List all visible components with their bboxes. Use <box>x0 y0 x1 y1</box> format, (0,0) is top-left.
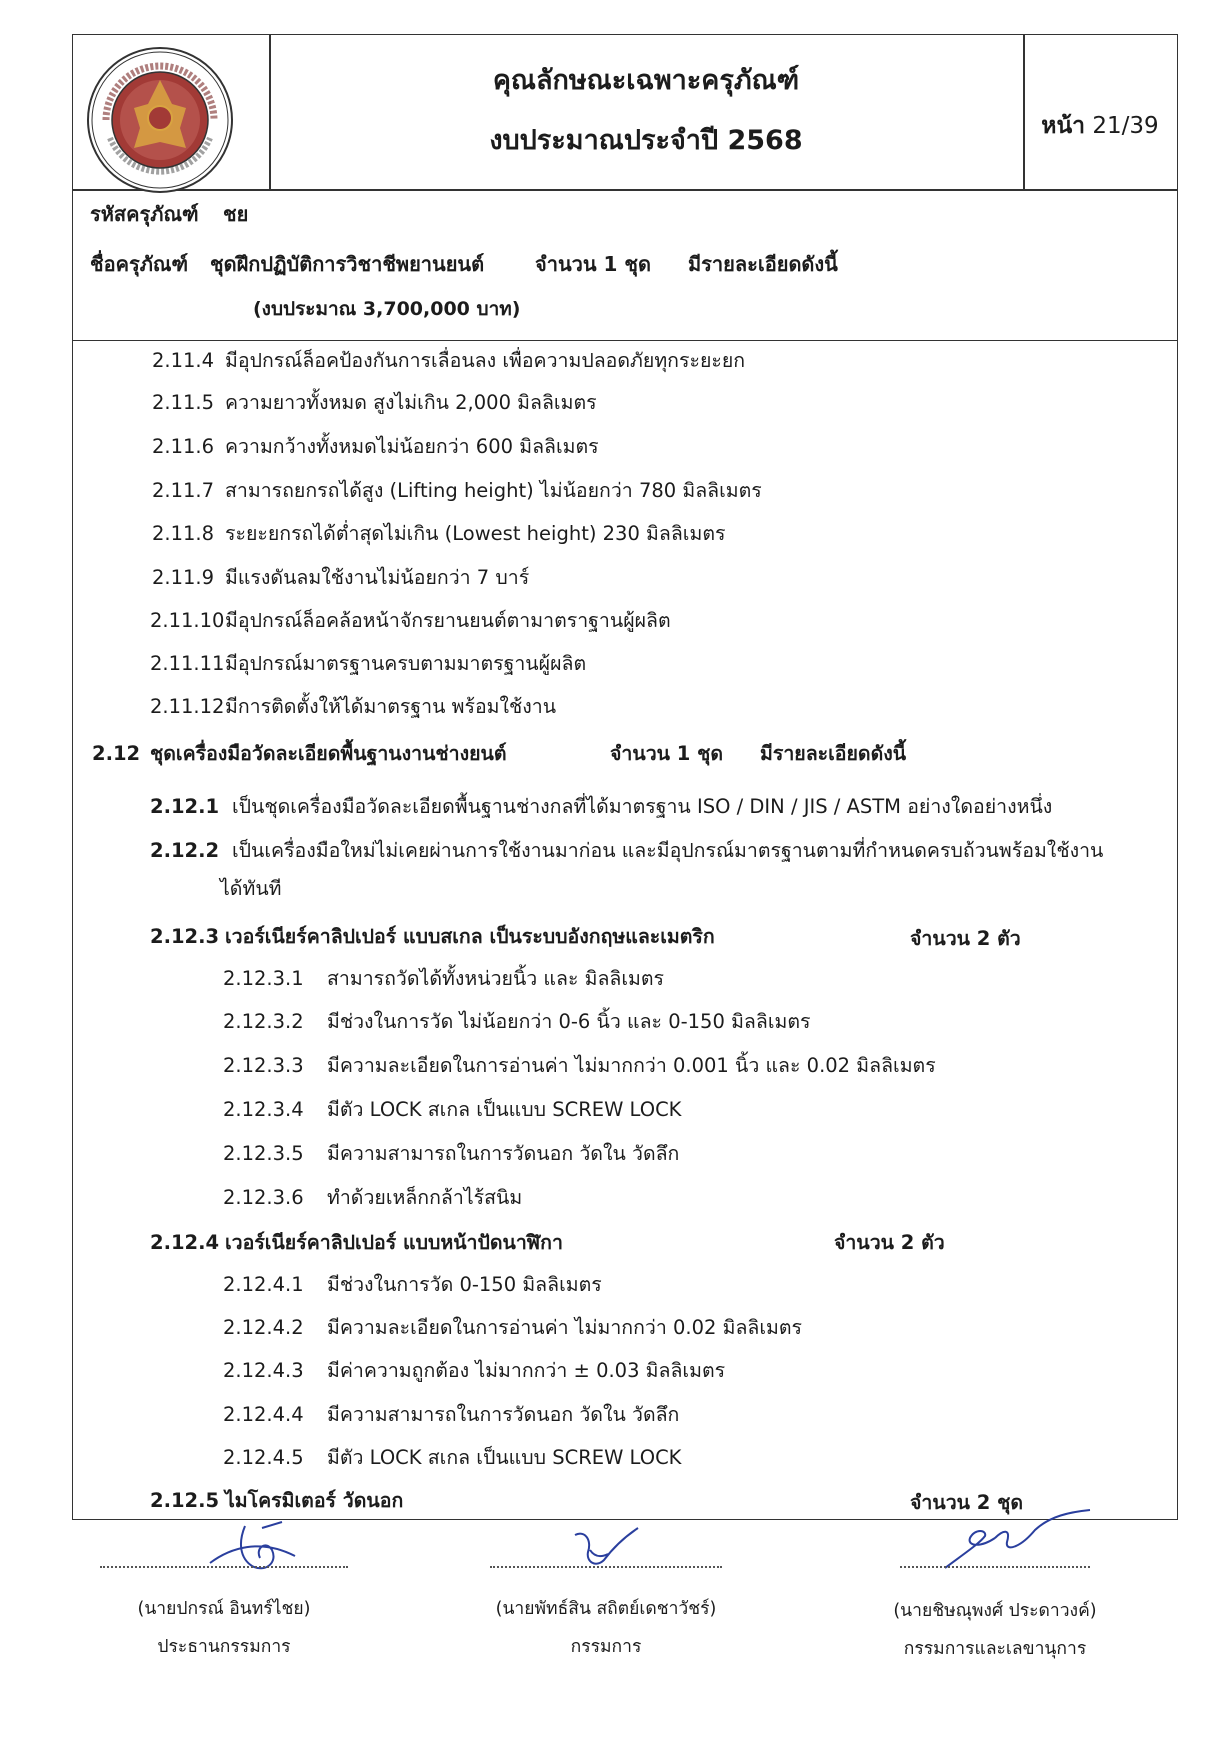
item-number: 2.11.9 <box>152 566 215 589</box>
item-quantity: จำนวน 2 ชุด <box>910 1491 1024 1514</box>
page-indicator <box>1024 108 1176 144</box>
document-title: คุณลักษณะเฉพาะครุภัณฑ์ <box>492 65 800 96</box>
sub-item-text: มีค่าความถูกต้อง ไม่มากกว่า ± 0.03 มิลลิเมตร <box>327 1359 726 1382</box>
page-number: 21/39 <box>1092 113 1159 139</box>
sub-item-number: 2.12.4.5 <box>223 1446 304 1469</box>
section-number: 2.12 <box>92 742 141 765</box>
item-quantity: จำนวน 2 ตัว <box>834 1231 945 1254</box>
sub-item-number: 2.12.3.1 <box>223 967 304 990</box>
equipment-budget: (งบประมาณ 3,700,000 บาท) <box>253 298 521 320</box>
signature-line-chairman <box>100 1566 348 1568</box>
budget-year-title: งบประมาณประจำปี 2568 <box>489 125 803 156</box>
equipment-name-label: ชื่อครุภัณฑ์ <box>90 252 189 276</box>
sub-item-text: มีความละเอียดในการอ่านค่า ไม่มากกว่า 0.001 นิ้ว และ 0.02 มิลลิเมตร <box>327 1054 936 1077</box>
sub-item-number: 2.12.3.5 <box>223 1142 304 1165</box>
item-number: 2.11.10 <box>150 609 225 632</box>
item-text: มีอุปกรณ์ล็อคล้อหน้าจักรยานยนต์ตามาตราฐานผู้ผลิต <box>225 609 671 632</box>
chairman-name: (นายปกรณ์ อินทร์ไชย) <box>137 1599 311 1619</box>
sub-item-text: ทำด้วยเหล็กกล้าไร้สนิม <box>327 1186 523 1209</box>
section-quantity: จำนวน 1 ชุด <box>610 742 724 765</box>
sub-item-text: มีตัว LOCK สเกล เป็นแบบ SCREW LOCK <box>327 1446 682 1469</box>
item-number: 2.11.4 <box>152 349 215 372</box>
sub-item-text: มีช่วงในการวัด 0-150 มิลลิเมตร <box>327 1273 602 1296</box>
item-text: ความกว้างทั้งหมดไม่น้อยกว่า 600 มิลลิเมตร <box>225 435 599 458</box>
item-title: เวอร์เนียร์คาลิปเปอร์ แบบหน้าปัดนาฬิกา <box>225 1231 563 1254</box>
equipment-code-value: ชย <box>223 202 249 226</box>
item-text-continued: ได้ทันที <box>220 877 282 900</box>
item-text: มีอุปกรณ์มาตรฐานครบตามมาตรฐานผู้ผลิต <box>225 652 587 675</box>
equipment-details-label: มีรายละเอียดดังนี้ <box>688 252 838 276</box>
sub-item-text: มีช่วงในการวัด ไม่น้อยกว่า 0-6 นิ้ว และ 0-150 มิลลิเมตร <box>327 1010 811 1033</box>
item-number: 2.11.5 <box>152 391 215 414</box>
item-number: 2.12.1 <box>150 795 220 818</box>
signature-scribble-member <box>560 1520 650 1580</box>
item-quantity: จำนวน 2 ตัว <box>910 927 1021 950</box>
item-text: ระยะยกรถได้ต่ำสุดไม่เกิน (Lowest height) 230 มิลลิเมตร <box>225 522 726 545</box>
sub-item-number: 2.12.4.1 <box>223 1273 304 1296</box>
sub-item-text: สามารถวัดได้ทั้งหน่วยนิ้ว และ มิลลิเมตร <box>327 967 665 990</box>
item-text: มีอุปกรณ์ล็อคป้องกันการเลื่อนลง เพื่อความปลอดภัยทุกระยะยก <box>225 349 746 372</box>
sub-item-number: 2.12.4.2 <box>223 1316 304 1339</box>
item-number: 2.11.6 <box>152 435 215 458</box>
sub-item-number: 2.12.3.2 <box>223 1010 304 1033</box>
member-role: กรรมการ <box>570 1637 642 1657</box>
item-number: 2.12.2 <box>150 839 220 862</box>
item-number: 2.11.12 <box>150 695 225 718</box>
equipment-name-value: ชุดฝึกปฏิบัติการวิชาชีพยานยนต์ <box>210 252 485 276</box>
item-text: ความยาวทั้งหมด สูงไม่เกิน 2,000 มิลลิเมตร <box>225 391 597 414</box>
sub-item-text: มีความสามารถในการวัดนอก วัดใน วัดลึก <box>327 1142 680 1165</box>
item-number: 2.11.11 <box>150 652 225 675</box>
item-number: 2.12.3 <box>150 925 220 948</box>
section-details-label: มีรายละเอียดดังนี้ <box>760 742 907 765</box>
member-name: (นายพัทธ์สิน สถิตย์เดชาวัชร์) <box>495 1599 717 1619</box>
sub-item-number: 2.12.3.6 <box>223 1186 304 1209</box>
sub-item-text: มีตัว LOCK สเกล เป็นแบบ SCREW LOCK <box>327 1098 682 1121</box>
sub-item-number: 2.12.3.4 <box>223 1098 304 1121</box>
section-title: ชุดเครื่องมือวัดละเอียดพื้นฐานงานช่างยนต์ <box>150 742 507 765</box>
secretary-name: (นายชิษณุพงศ์ ประดาวงค์) <box>893 1601 1097 1621</box>
page-label: หน้า <box>1041 113 1086 139</box>
item-text: มีแรงดันลมใช้งานไม่น้อยกว่า 7 บาร์ <box>225 566 530 589</box>
vocational-education-commission-logo <box>86 46 234 194</box>
sub-item-text: มีความละเอียดในการอ่านค่า ไม่มากกว่า 0.02 มิลลิเมตร <box>327 1316 803 1339</box>
item-title: เวอร์เนียร์คาลิปเปอร์ แบบสเกล เป็นระบบอังกฤษและเมตริก <box>225 925 715 948</box>
item-text: เป็นเครื่องมือใหม่ไม่เคยผ่านการใช้งานมาก่อน และมีอุปกรณ์มาตรฐานตามที่กำหนดครบถ้วนพร้อมใช้งาน <box>232 839 1104 862</box>
item-number: 2.11.8 <box>152 522 215 545</box>
sub-item-number: 2.12.4.4 <box>223 1403 304 1426</box>
sub-item-number: 2.12.3.3 <box>223 1054 304 1077</box>
header-divider-bottom <box>72 189 1178 191</box>
secretary-role: กรรมการและเลขานุการ <box>903 1639 1087 1659</box>
item-text: เป็นชุดเครื่องมือวัดละเอียดพื้นฐานช่างกลที่ได้มาตรฐาน ISO / DIN / JIS / ASTM อย่างใดอย่างหนึ่ง <box>232 795 1053 818</box>
equipment-quantity: จำนวน 1 ชุด <box>535 252 651 276</box>
item-number: 2.12.5 <box>150 1489 220 1512</box>
item-number: 2.11.7 <box>152 479 215 502</box>
sub-item-text: มีความสามารถในการวัดนอก วัดใน วัดลึก <box>327 1403 680 1426</box>
signature-line-member <box>490 1566 722 1568</box>
item-text: สามารถยกรถได้สูง (Lifting height) ไม่น้อยกว่า 780 มิลลิเมตร <box>225 479 762 502</box>
signature-line-secretary <box>900 1566 1090 1568</box>
item-text: มีการติดตั้งให้ได้มาตรฐาน พร้อมใช้งาน <box>225 695 557 718</box>
item-number: 2.12.4 <box>150 1231 220 1254</box>
equipment-code-label: รหัสครุภัณฑ์ <box>90 202 199 226</box>
chairman-role: ประธานกรรมการ <box>157 1637 291 1657</box>
signature-scribble-chairman <box>200 1518 310 1578</box>
sub-item-number: 2.12.4.3 <box>223 1359 304 1382</box>
item-title: ไมโครมิเตอร์ วัดนอก <box>225 1489 404 1512</box>
